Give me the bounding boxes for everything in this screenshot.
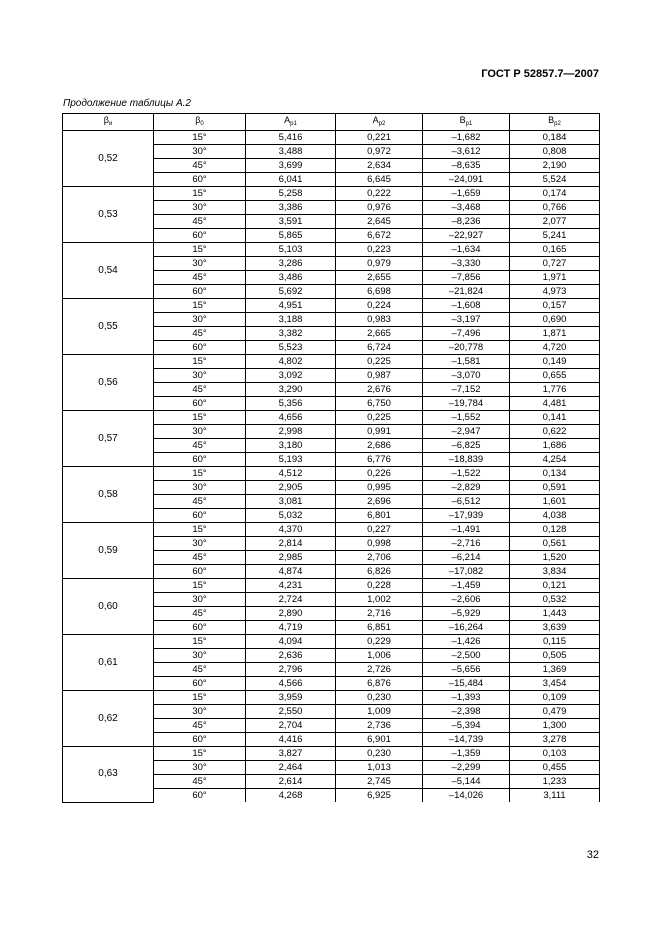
table-row [63, 411, 600, 425]
a-p1-cell: 3,827 [246, 747, 336, 761]
beta-0-cell: 30° [154, 425, 246, 439]
a-p2-cell: 2,676 [336, 383, 423, 397]
a-p2-cell: 2,736 [336, 719, 423, 733]
b-p2-cell: 1,971 [510, 271, 600, 285]
b-p1-cell: –6,214 [423, 551, 510, 565]
b-p1-cell: –3,070 [423, 369, 510, 383]
beta-0-cell: 15° [154, 131, 246, 145]
beta-u-cell: 0,52 [63, 131, 154, 187]
b-p2-cell: 0,121 [510, 579, 600, 593]
beta-0-cell: 30° [154, 257, 246, 271]
b-p1-cell: –24,091 [423, 173, 510, 187]
b-p1-cell: –18,839 [423, 453, 510, 467]
a-p1-cell: 2,704 [246, 719, 336, 733]
b-p1-cell: –2,829 [423, 481, 510, 495]
b-p2-cell: 3,454 [510, 677, 600, 691]
b-p1-cell: –1,359 [423, 747, 510, 761]
beta-0-cell: 60° [154, 173, 246, 187]
b-p2-cell: 1,776 [510, 383, 600, 397]
beta-0-cell: 45° [154, 663, 246, 677]
b-p1-cell: –19,784 [423, 397, 510, 411]
b-p2-cell: 1,300 [510, 719, 600, 733]
b-p2-cell: 0,157 [510, 299, 600, 313]
a-p2-cell: 0,227 [336, 523, 423, 537]
b-p1-cell: –20,778 [423, 341, 510, 355]
table-row [63, 243, 600, 257]
b-p1-cell: –6,825 [423, 439, 510, 453]
beta-0-cell: 30° [154, 369, 246, 383]
table-row [63, 635, 600, 649]
beta-0-cell: 45° [154, 327, 246, 341]
a-p1-cell: 5,032 [246, 509, 336, 523]
beta-u-cell: 0,59 [63, 523, 154, 579]
a-p1-cell: 3,290 [246, 383, 336, 397]
b-p1-cell: –1,459 [423, 579, 510, 593]
b-p1-cell: –7,496 [423, 327, 510, 341]
b-p2-cell: 0,690 [510, 313, 600, 327]
b-p2-cell: 0,766 [510, 201, 600, 215]
beta-0-cell: 60° [154, 229, 246, 243]
a-p2-cell: 2,696 [336, 495, 423, 509]
col-header-b-p2: $B_{р2}$ [510, 114, 600, 131]
a-p1-cell: 2,550 [246, 705, 336, 719]
b-p1-cell: –14,026 [423, 789, 510, 803]
b-p1-cell: –2,716 [423, 537, 510, 551]
beta-0-cell: 45° [154, 775, 246, 789]
beta-0-cell: 15° [154, 635, 246, 649]
a-p1-cell: 4,874 [246, 565, 336, 579]
a-p2-cell: 2,745 [336, 775, 423, 789]
beta-0-cell: 45° [154, 495, 246, 509]
b-p1-cell: –3,612 [423, 145, 510, 159]
beta-0-cell: 15° [154, 187, 246, 201]
b-p1-cell: –1,393 [423, 691, 510, 705]
b-p1-cell: –15,484 [423, 677, 510, 691]
b-p2-cell: 3,111 [510, 789, 600, 803]
b-p2-cell: 1,601 [510, 495, 600, 509]
beta-0-cell: 45° [154, 215, 246, 229]
col-header-beta-u: $\beta_и$ [63, 114, 154, 131]
b-p1-cell: –17,939 [423, 509, 510, 523]
a-p2-cell: 0,976 [336, 201, 423, 215]
a-p1-cell: 4,951 [246, 299, 336, 313]
a-p1-cell: 4,566 [246, 677, 336, 691]
a-p2-cell: 6,698 [336, 285, 423, 299]
beta-0-cell: 45° [154, 383, 246, 397]
b-p2-cell: 1,443 [510, 607, 600, 621]
beta-u-cell: 0,54 [63, 243, 154, 299]
a-p1-cell: 5,193 [246, 453, 336, 467]
beta-u-cell: 0,57 [63, 411, 154, 467]
col-header-a-p1: $A_{р1}$ [246, 114, 336, 131]
a-p1-cell: 2,636 [246, 649, 336, 663]
b-p2-cell: 4,973 [510, 285, 600, 299]
a-p2-cell: 0,991 [336, 425, 423, 439]
b-p2-cell: 0,622 [510, 425, 600, 439]
beta-0-cell: 15° [154, 747, 246, 761]
b-p2-cell: 0,174 [510, 187, 600, 201]
a-p1-cell: 2,796 [246, 663, 336, 677]
beta-0-cell: 15° [154, 411, 246, 425]
b-p2-cell: 4,481 [510, 397, 600, 411]
a-p2-cell: 2,706 [336, 551, 423, 565]
a-p1-cell: 3,959 [246, 691, 336, 705]
table-row [63, 467, 600, 481]
table-row [63, 523, 600, 537]
beta-0-cell: 60° [154, 509, 246, 523]
a-p1-cell: 4,094 [246, 635, 336, 649]
beta-0-cell: 45° [154, 439, 246, 453]
b-p1-cell: –5,394 [423, 719, 510, 733]
b-p1-cell: –16,264 [423, 621, 510, 635]
b-p1-cell: –2,606 [423, 593, 510, 607]
a-p2-cell: 2,634 [336, 159, 423, 173]
a-p2-cell: 6,826 [336, 565, 423, 579]
b-p2-cell: 4,720 [510, 341, 600, 355]
b-p2-cell: 0,561 [510, 537, 600, 551]
beta-0-cell: 15° [154, 579, 246, 593]
beta-0-cell: 45° [154, 159, 246, 173]
beta-0-cell: 30° [154, 145, 246, 159]
b-p2-cell: 2,077 [510, 215, 600, 229]
a-p2-cell: 1,013 [336, 761, 423, 775]
b-p2-cell: 3,278 [510, 733, 600, 747]
a-p2-cell: 0,224 [336, 299, 423, 313]
a-p2-cell: 0,223 [336, 243, 423, 257]
table-row [63, 299, 600, 313]
b-p2-cell: 0,165 [510, 243, 600, 257]
data-table [62, 113, 600, 803]
a-p2-cell: 0,225 [336, 355, 423, 369]
beta-0-cell: 60° [154, 789, 246, 803]
a-p1-cell: 4,231 [246, 579, 336, 593]
page-number: 32 [586, 849, 599, 861]
a-p1-cell: 2,985 [246, 551, 336, 565]
a-p1-cell: 3,188 [246, 313, 336, 327]
beta-0-cell: 60° [154, 341, 246, 355]
b-p2-cell: 0,591 [510, 481, 600, 495]
a-p1-cell: 4,719 [246, 621, 336, 635]
beta-0-cell: 60° [154, 677, 246, 691]
b-p2-cell: 1,369 [510, 663, 600, 677]
a-p1-cell: 5,865 [246, 229, 336, 243]
b-p1-cell: –1,682 [423, 131, 510, 145]
a-p2-cell: 6,724 [336, 341, 423, 355]
b-p2-cell: 1,871 [510, 327, 600, 341]
b-p1-cell: –1,552 [423, 411, 510, 425]
b-p1-cell: –22,927 [423, 229, 510, 243]
a-p1-cell: 3,386 [246, 201, 336, 215]
b-p2-cell: 0,115 [510, 635, 600, 649]
b-p1-cell: –1,581 [423, 355, 510, 369]
a-p2-cell: 0,998 [336, 537, 423, 551]
table-row [63, 691, 600, 705]
a-p1-cell: 2,905 [246, 481, 336, 495]
a-p1-cell: 5,258 [246, 187, 336, 201]
b-p1-cell: –3,468 [423, 201, 510, 215]
a-p2-cell: 6,776 [336, 453, 423, 467]
beta-0-cell: 60° [154, 285, 246, 299]
b-p1-cell: –2,500 [423, 649, 510, 663]
a-p1-cell: 3,488 [246, 145, 336, 159]
beta-0-cell: 30° [154, 201, 246, 215]
beta-0-cell: 30° [154, 649, 246, 663]
b-p1-cell: –17,082 [423, 565, 510, 579]
a-p1-cell: 5,523 [246, 341, 336, 355]
b-p2-cell: 2,190 [510, 159, 600, 173]
a-p1-cell: 3,591 [246, 215, 336, 229]
a-p2-cell: 0,222 [336, 187, 423, 201]
a-p1-cell: 3,382 [246, 327, 336, 341]
a-p2-cell: 6,876 [336, 677, 423, 691]
beta-u-cell: 0,55 [63, 299, 154, 355]
a-p2-cell: 0,225 [336, 411, 423, 425]
a-p1-cell: 4,370 [246, 523, 336, 537]
b-p2-cell: 0,505 [510, 649, 600, 663]
a-p1-cell: 2,464 [246, 761, 336, 775]
b-p2-cell: 4,038 [510, 509, 600, 523]
b-p1-cell: –5,144 [423, 775, 510, 789]
b-p1-cell: –8,236 [423, 215, 510, 229]
b-p2-cell: 0,532 [510, 593, 600, 607]
a-p1-cell: 2,724 [246, 593, 336, 607]
b-p1-cell: –1,491 [423, 523, 510, 537]
col-header-b-p1: $B_{р1}$ [423, 114, 510, 131]
a-p1-cell: 4,268 [246, 789, 336, 803]
document-code: ГОСТ Р 52857.7—2007 [481, 68, 599, 80]
beta-0-cell: 60° [154, 621, 246, 635]
beta-u-cell: 0,62 [63, 691, 154, 747]
beta-0-cell: 60° [154, 733, 246, 747]
a-p2-cell: 2,655 [336, 271, 423, 285]
a-p2-cell: 0,221 [336, 131, 423, 145]
a-p2-cell: 0,229 [336, 635, 423, 649]
a-p2-cell: 6,901 [336, 733, 423, 747]
a-p2-cell: 2,686 [336, 439, 423, 453]
beta-0-cell: 30° [154, 313, 246, 327]
beta-u-cell: 0,63 [63, 747, 154, 803]
table-row [63, 187, 600, 201]
b-p2-cell: 0,808 [510, 145, 600, 159]
a-p2-cell: 6,801 [336, 509, 423, 523]
b-p2-cell: 0,184 [510, 131, 600, 145]
a-p2-cell: 2,645 [336, 215, 423, 229]
a-p2-cell: 6,672 [336, 229, 423, 243]
beta-0-cell: 15° [154, 467, 246, 481]
a-p1-cell: 2,814 [246, 537, 336, 551]
a-p1-cell: 2,890 [246, 607, 336, 621]
b-p1-cell: –8,635 [423, 159, 510, 173]
a-p2-cell: 2,716 [336, 607, 423, 621]
b-p2-cell: 0,134 [510, 467, 600, 481]
b-p2-cell: 4,254 [510, 453, 600, 467]
a-p1-cell: 3,180 [246, 439, 336, 453]
b-p1-cell: –5,656 [423, 663, 510, 677]
beta-u-cell: 0,61 [63, 635, 154, 691]
a-p1-cell: 3,092 [246, 369, 336, 383]
a-p1-cell: 5,692 [246, 285, 336, 299]
a-p1-cell: 6,041 [246, 173, 336, 187]
b-p1-cell: –3,197 [423, 313, 510, 327]
b-p1-cell: –1,426 [423, 635, 510, 649]
beta-u-cell: 0,60 [63, 579, 154, 635]
a-p1-cell: 3,486 [246, 271, 336, 285]
b-p2-cell: 0,149 [510, 355, 600, 369]
beta-0-cell: 45° [154, 271, 246, 285]
table-header [63, 114, 600, 131]
a-p1-cell: 5,103 [246, 243, 336, 257]
b-p1-cell: –2,947 [423, 425, 510, 439]
a-p2-cell: 6,750 [336, 397, 423, 411]
beta-0-cell: 60° [154, 453, 246, 467]
beta-0-cell: 45° [154, 607, 246, 621]
a-p1-cell: 4,656 [246, 411, 336, 425]
b-p2-cell: 3,639 [510, 621, 600, 635]
a-p1-cell: 3,081 [246, 495, 336, 509]
b-p2-cell: 0,103 [510, 747, 600, 761]
b-p2-cell: 5,241 [510, 229, 600, 243]
b-p2-cell: 0,455 [510, 761, 600, 775]
b-p1-cell: –1,608 [423, 299, 510, 313]
beta-u-cell: 0,53 [63, 187, 154, 243]
b-p2-cell: 0,655 [510, 369, 600, 383]
a-p2-cell: 0,226 [336, 467, 423, 481]
a-p2-cell: 0,979 [336, 257, 423, 271]
a-p1-cell: 2,998 [246, 425, 336, 439]
beta-0-cell: 30° [154, 481, 246, 495]
beta-0-cell: 15° [154, 355, 246, 369]
b-p1-cell: –1,634 [423, 243, 510, 257]
a-p2-cell: 2,665 [336, 327, 423, 341]
table-row [63, 131, 600, 145]
b-p2-cell: 3,834 [510, 565, 600, 579]
a-p2-cell: 6,925 [336, 789, 423, 803]
b-p2-cell: 0,479 [510, 705, 600, 719]
a-p2-cell: 1,006 [336, 649, 423, 663]
a-p2-cell: 1,009 [336, 705, 423, 719]
b-p2-cell: 5,524 [510, 173, 600, 187]
a-p2-cell: 0,228 [336, 579, 423, 593]
beta-0-cell: 15° [154, 243, 246, 257]
beta-0-cell: 45° [154, 719, 246, 733]
b-p1-cell: –2,398 [423, 705, 510, 719]
beta-u-cell: 0,56 [63, 355, 154, 411]
b-p1-cell: –7,152 [423, 383, 510, 397]
b-p1-cell: –7,856 [423, 271, 510, 285]
b-p2-cell: 0,128 [510, 523, 600, 537]
a-p2-cell: 0,983 [336, 313, 423, 327]
b-p2-cell: 0,141 [510, 411, 600, 425]
header-row [63, 114, 600, 131]
a-p2-cell: 0,230 [336, 747, 423, 761]
beta-0-cell: 15° [154, 691, 246, 705]
table-caption: Продолжение таблицы А.2 [63, 98, 191, 109]
b-p1-cell: –6,512 [423, 495, 510, 509]
a-p1-cell: 4,512 [246, 467, 336, 481]
beta-0-cell: 30° [154, 593, 246, 607]
beta-0-cell: 15° [154, 299, 246, 313]
b-p1-cell: –5,929 [423, 607, 510, 621]
a-p2-cell: 0,230 [336, 691, 423, 705]
beta-0-cell: 15° [154, 523, 246, 537]
a-p1-cell: 2,614 [246, 775, 336, 789]
a-p1-cell: 5,356 [246, 397, 336, 411]
beta-0-cell: 60° [154, 397, 246, 411]
table-body [63, 131, 600, 803]
b-p2-cell: 0,727 [510, 257, 600, 271]
beta-0-cell: 45° [154, 551, 246, 565]
b-p1-cell: –21,824 [423, 285, 510, 299]
b-p1-cell: –14,739 [423, 733, 510, 747]
b-p2-cell: 1,686 [510, 439, 600, 453]
a-p2-cell: 2,726 [336, 663, 423, 677]
beta-u-cell: 0,58 [63, 467, 154, 523]
a-p1-cell: 3,699 [246, 159, 336, 173]
beta-0-cell: 60° [154, 565, 246, 579]
b-p1-cell: –1,522 [423, 467, 510, 481]
col-header-beta-0: $\beta_0$ [154, 114, 246, 131]
b-p1-cell: –3,330 [423, 257, 510, 271]
col-header-a-p2: $A_{р2}$ [336, 114, 423, 131]
a-p2-cell: 0,972 [336, 145, 423, 159]
a-p2-cell: 6,645 [336, 173, 423, 187]
b-p2-cell: 0,109 [510, 691, 600, 705]
a-p2-cell: 6,851 [336, 621, 423, 635]
b-p1-cell: –2,299 [423, 761, 510, 775]
a-p1-cell: 5,416 [246, 131, 336, 145]
beta-0-cell: 30° [154, 537, 246, 551]
a-p2-cell: 0,987 [336, 369, 423, 383]
a-p1-cell: 4,416 [246, 733, 336, 747]
table-row [63, 747, 600, 761]
beta-0-cell: 30° [154, 705, 246, 719]
beta-0-cell: 30° [154, 761, 246, 775]
table-row [63, 355, 600, 369]
a-p2-cell: 0,995 [336, 481, 423, 495]
a-p1-cell: 3,286 [246, 257, 336, 271]
b-p1-cell: –1,659 [423, 187, 510, 201]
table-row [63, 579, 600, 593]
a-p1-cell: 4,802 [246, 355, 336, 369]
a-p2-cell: 1,002 [336, 593, 423, 607]
b-p2-cell: 1,520 [510, 551, 600, 565]
b-p2-cell: 1,233 [510, 775, 600, 789]
